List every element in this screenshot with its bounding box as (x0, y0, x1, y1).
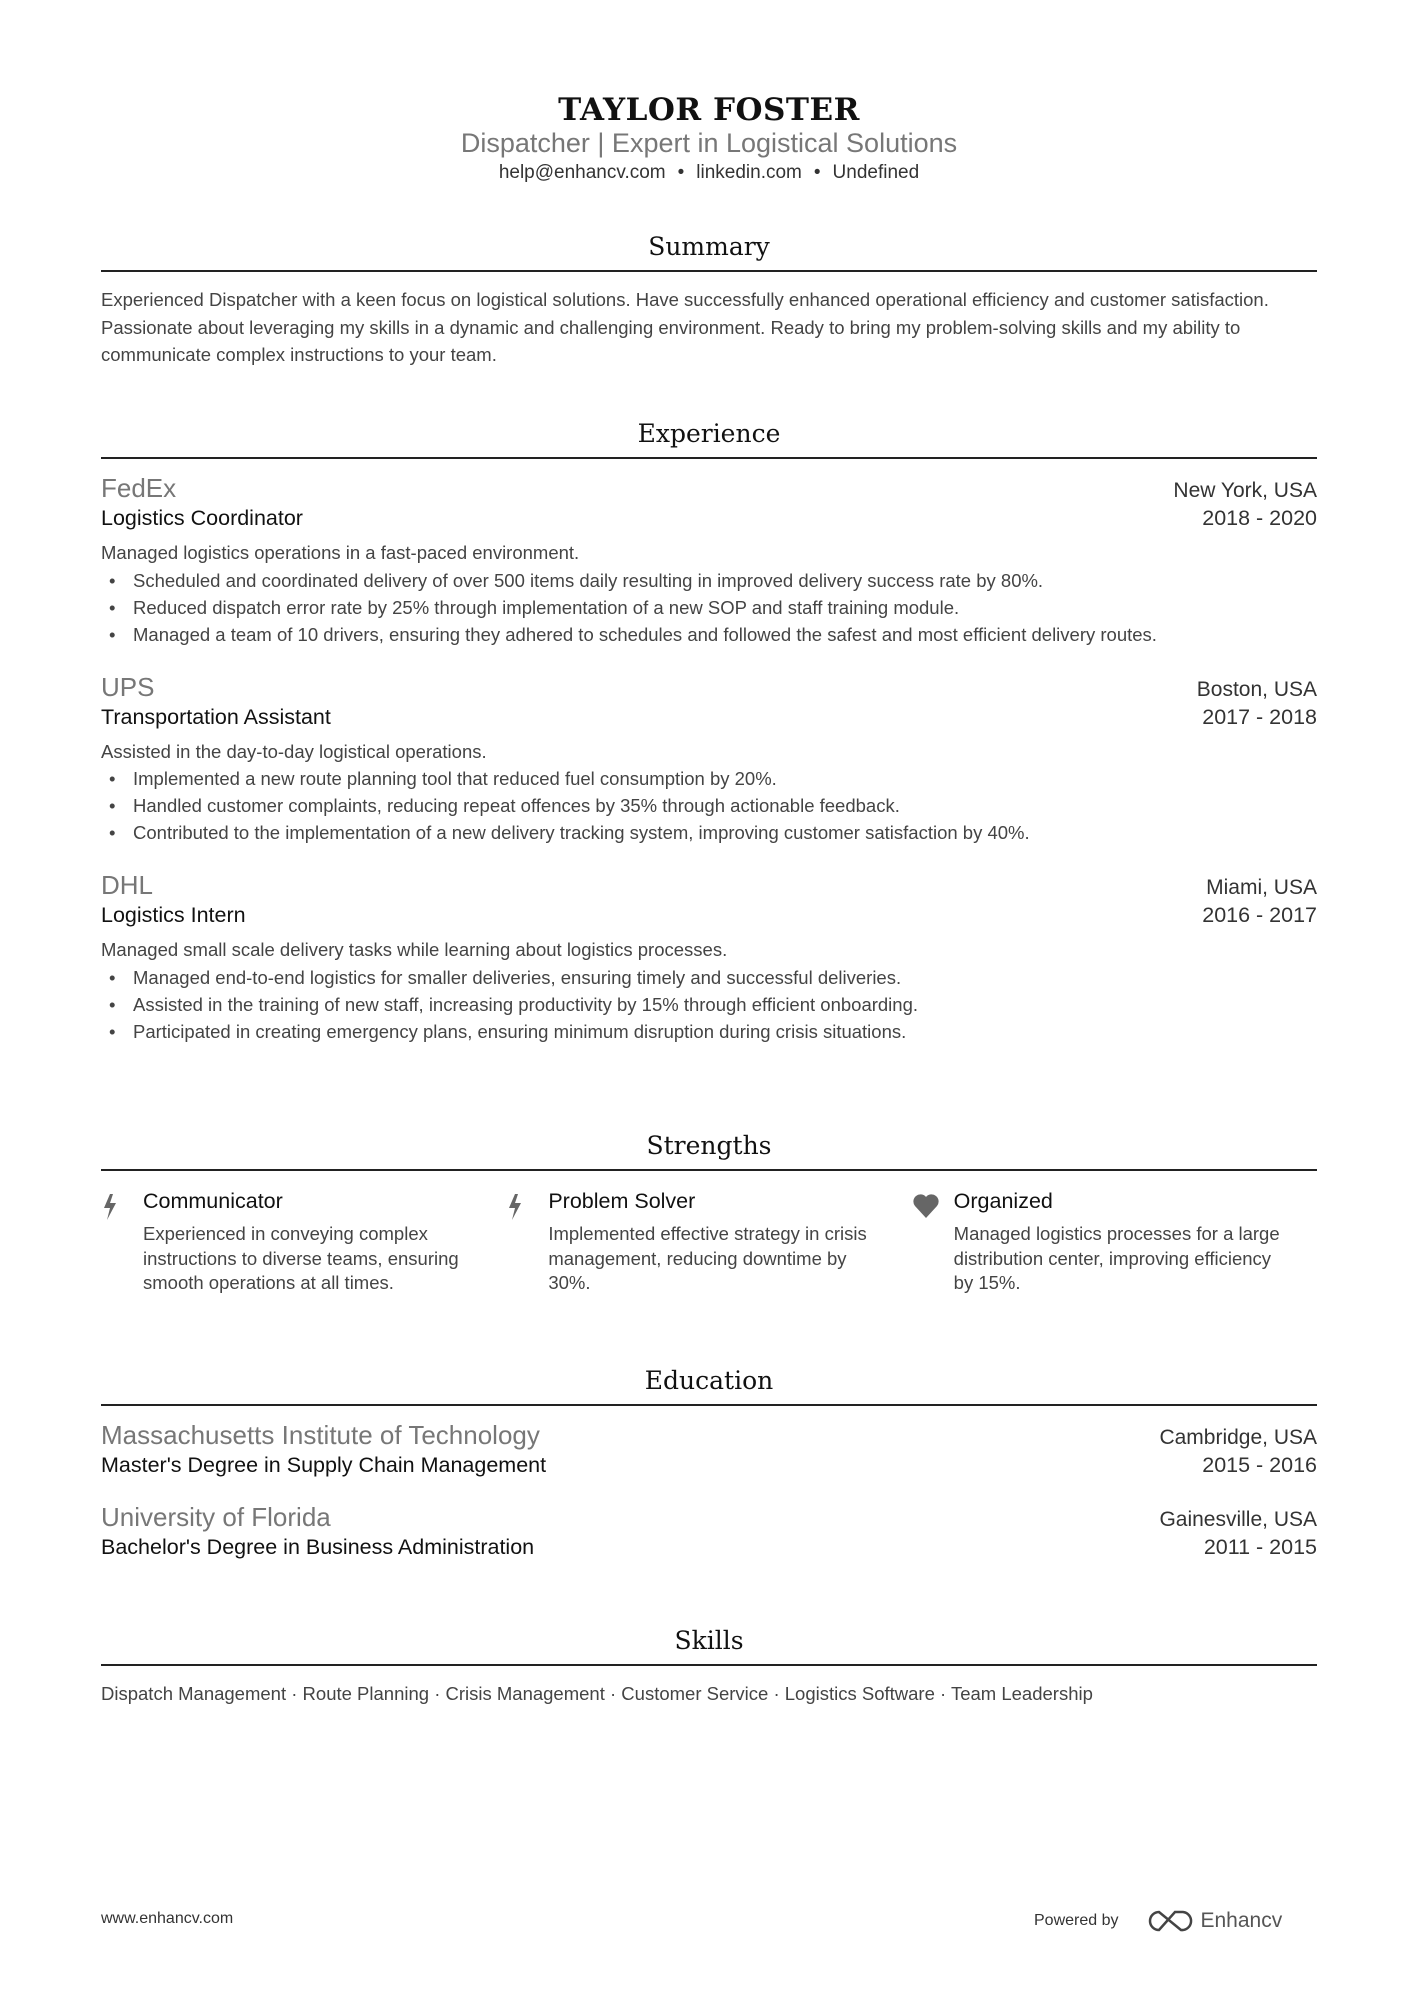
school-name: University of Florida (101, 1502, 331, 1532)
powered-by-text: Powered by (1034, 1912, 1119, 1929)
divider (101, 1404, 1317, 1406)
skills-section (101, 1626, 1317, 1708)
education-dates: 2015 - 2016 (1202, 1453, 1317, 1477)
job-entry (101, 870, 1317, 1045)
heart-icon (912, 1189, 954, 1296)
job-dates: 2018 - 2020 (1202, 506, 1317, 530)
divider (101, 1169, 1317, 1171)
bullet-item: • Reduced dispatch error rate by 25% through implementation of a new SOP and staff training module. (101, 594, 1317, 621)
school-name: Massachusetts Institute of Technology (101, 1420, 540, 1450)
bullet-item: • Managed end-to-end logistics for smaller deliveries, ensuring timely and successful deliveries. (101, 964, 1317, 991)
summary-section (101, 232, 1317, 369)
school-location: Cambridge, USA (1159, 1426, 1317, 1449)
bullet-item: • Assisted in the training of new staff, increasing productivity by 15% through efficient onboarding. (101, 991, 1317, 1018)
brand-name: Enhancv (1200, 1909, 1283, 1932)
job-location: New York, USA (1173, 479, 1317, 502)
job-location: Boston, USA (1196, 677, 1317, 701)
section-title: Strengths (646, 1131, 772, 1160)
job-bullets (101, 567, 1317, 648)
footer-branding (1034, 1908, 1282, 1934)
bullet-item: • Participated in creating emergency plans, ensuring minimum disruption during crisis situations. (101, 1018, 1317, 1045)
candidate-title: Dispatcher | Expert in Logistical Solutions (460, 128, 958, 158)
strength-title: Problem Solver (548, 1189, 696, 1213)
strength-item (506, 1189, 911, 1296)
education-dates: 2011 - 2015 (1203, 1535, 1317, 1559)
bullet-item: • Contributed to the implementation of a new delivery tracking system, improving customer satisfaction by 40%. (101, 819, 1317, 846)
school-location: Gainesville, USA (1159, 1508, 1317, 1531)
degree: Master's Degree in Supply Chain Management (101, 1453, 547, 1477)
company-name: DHL (101, 870, 154, 900)
job-description: Managed logistics operations in a fast-paced environment. (101, 542, 580, 563)
job-role: Transportation Assistant (101, 704, 331, 729)
job-location: Miami, USA (1206, 876, 1317, 899)
strength-title: Organized (953, 1189, 1053, 1213)
section-title: Experience (637, 419, 781, 448)
job-entry (101, 473, 1317, 648)
section-title: Education (644, 1366, 774, 1395)
strength-item (101, 1189, 506, 1296)
divider (101, 457, 1317, 459)
strength-title: Communicator (143, 1189, 283, 1213)
email-link[interactable]: help@enhancv.com (498, 162, 666, 183)
strength-description: Experienced in conveying complex instructions to diverse teams, ensuring smooth operations at all times. (143, 1223, 459, 1293)
bullet-item: • Scheduled and coordinated delivery of over 500 items daily resulting in improved delivery success rate by 80%. (101, 567, 1317, 594)
strength-description: Implemented effective strategy in crisis management, reducing downtime by 30%. (548, 1223, 867, 1293)
section-title: Summary (648, 232, 770, 261)
contact-line: help@enhancv.com • linkedin.com • Undefined (498, 162, 920, 183)
education-section (101, 1366, 1317, 1584)
education-entry (101, 1420, 1317, 1478)
section-title: Skills (674, 1626, 744, 1655)
job-description: Managed small scale delivery tasks while learning about logistics processes. (101, 939, 728, 960)
lightning-icon (506, 1189, 548, 1296)
job-entry (101, 672, 1317, 847)
job-role: Logistics Coordinator (101, 506, 303, 530)
job-role: Logistics Intern (101, 903, 246, 927)
divider (101, 1664, 1317, 1666)
job-description: Assisted in the day-to-day logistical operations. (101, 740, 487, 762)
candidate-name: TAYLOR FOSTER (558, 92, 860, 128)
company-name: FedEx (101, 473, 177, 503)
experience-section (101, 419, 1317, 1069)
summary-text: Experienced Dispatcher with a keen focus on logistical solutions. Have successfully enhanced operational efficiency and customer satisfaction. Passionate about leveraging my skills in a dynamic and challenging environment. Ready to bring my problem-solving skills and my ability to communicate complex instructions to your team. (101, 289, 1269, 365)
divider (101, 270, 1317, 272)
company-name: UPS (101, 671, 155, 702)
enhancv-logo-icon (1145, 1908, 1193, 1934)
bullet-item: • Implemented a new route planning tool that reduced fuel consumption by 20%. (101, 765, 1317, 792)
job-bullets (101, 964, 1317, 1045)
strengths-section (101, 1131, 1317, 1296)
education-entry (101, 1502, 1317, 1560)
strength-description: Managed logistics processes for a large distribution center, improving efficiency by 15%. (953, 1223, 1280, 1293)
job-dates: 2017 - 2018 (1202, 704, 1317, 729)
lightning-icon (101, 1189, 143, 1296)
location-text: Undefined (832, 162, 920, 183)
job-dates: 2016 - 2017 (1202, 903, 1317, 927)
skills-list: Dispatch Management · Route Planning · Crisis Management · Customer Service · Logistics Software · Team Leadership (101, 1683, 1093, 1704)
bullet-item: • Managed a team of 10 drivers, ensuring they adhered to schedules and followed the safest and most efficient delivery routes. (101, 621, 1317, 648)
footer-website[interactable]: www.enhancv.com (101, 1910, 234, 1927)
degree: Bachelor's Degree in Business Administration (101, 1535, 535, 1559)
job-bullets (101, 765, 1317, 846)
strength-item (912, 1189, 1317, 1296)
linkedin-link[interactable]: linkedin.com (696, 162, 802, 183)
bullet-item: • Handled customer complaints, reducing repeat offences by 35% through actionable feedback. (101, 792, 1317, 819)
